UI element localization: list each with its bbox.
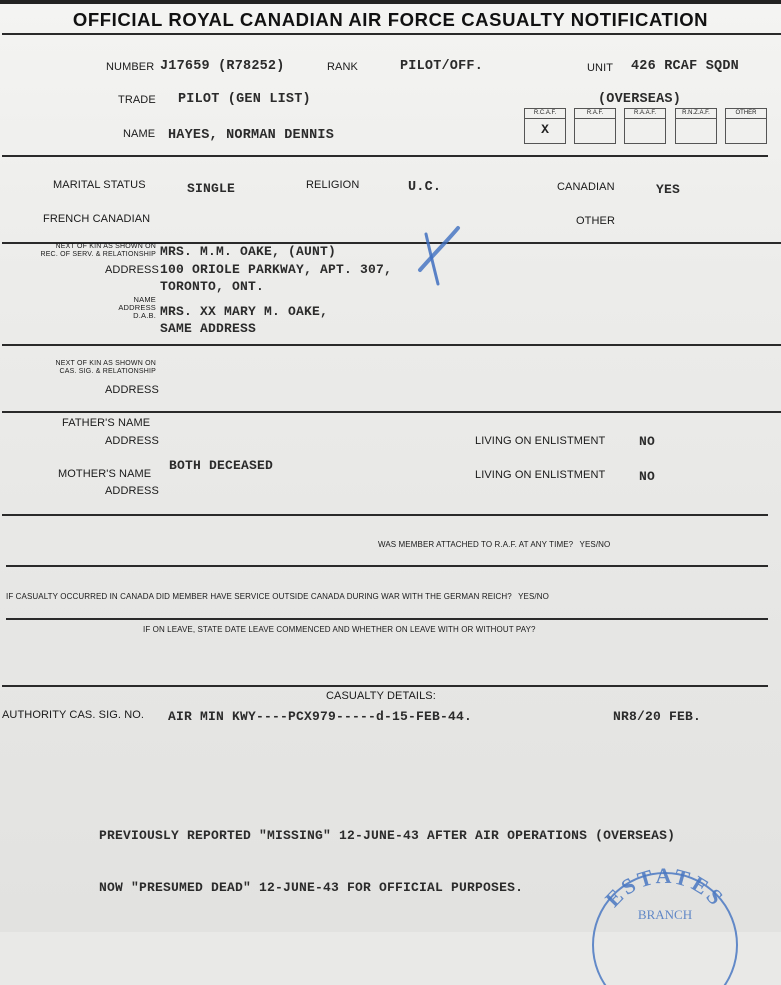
dab-line1: MRS. XX MARY M. OAKE, (160, 304, 329, 319)
form-title: OFFICIAL ROYAL CANADIAN AIR FORCE CASUALTY NOTIFICATION (72, 9, 709, 30)
service-box-label: R.C.A.F. (525, 109, 565, 119)
divider (2, 33, 781, 35)
mother-name-label: MOTHER'S NAME (58, 468, 152, 480)
service-box-raf[interactable] (574, 108, 616, 144)
rank-label: RANK (327, 61, 358, 73)
authority-label: AUTHORITY CAS. SIG. NO. (2, 709, 145, 721)
nok-cas-sig-label (20, 360, 156, 376)
trade-label: TRADE (118, 94, 156, 106)
dab-label (100, 296, 156, 320)
service-outside-answer: YES/NO (518, 592, 549, 601)
divider (2, 685, 768, 687)
nok-record-label (20, 243, 156, 259)
marital-status-label: MARITAL STATUS (53, 179, 146, 191)
number-label: NUMBER (106, 61, 155, 73)
dab-label-line2: ADDRESS (118, 303, 156, 312)
service-box-other[interactable] (725, 108, 767, 144)
french-canadian-label: FRENCH CANADIAN (43, 213, 151, 225)
pen-x-mark-icon (408, 222, 468, 292)
raf-attached-question (378, 540, 610, 549)
estates-branch-stamp-icon (585, 865, 745, 985)
name-value: HAYES, NORMAN DENNIS (168, 128, 335, 143)
service-box-rcaf[interactable] (524, 108, 566, 144)
other-label: OTHER (576, 215, 615, 227)
reference-value: NR8/20 FEB. (613, 709, 702, 724)
service-box-label: R.N.Z.A.F. (676, 109, 716, 119)
nok-cas-sig-address-label: ADDRESS (105, 384, 159, 396)
raf-attached-answer: YES/NO (579, 540, 611, 549)
father-name-label: FATHER'S NAME (62, 417, 151, 429)
service-box-raaf[interactable] (624, 108, 666, 144)
top-edge (0, 0, 781, 4)
nok-address-line1: 100 ORIOLE PARKWAY, APT. 307, (160, 262, 393, 277)
raf-attached-question-text: WAS MEMBER ATTACHED TO R.A.F. AT ANY TIME? (378, 540, 574, 549)
name-label: NAME (123, 128, 156, 140)
service-box-label: R.A.F. (575, 109, 615, 119)
divider (2, 411, 781, 413)
divider (2, 155, 768, 157)
nok-record-label-line2: REC. OF SERV. & RELATIONSHIP (40, 251, 156, 258)
nok-address-label: ADDRESS (105, 264, 159, 276)
service-box-rnzaf[interactable] (675, 108, 717, 144)
nok-cas-sig-label-line2: CAS. SIG. & RELATIONSHIP (59, 368, 156, 375)
stamp-inner-text: BRANCH (637, 907, 693, 922)
service-box-label: OTHER (726, 109, 766, 119)
service-outside-question (6, 592, 549, 601)
trade-value: PILOT (GEN LIST) (178, 92, 311, 107)
service-number: J17659 (R78252) (160, 59, 285, 74)
authority-value: AIR MIN KWY----PCX979-----d-15-FEB-44. (168, 709, 473, 724)
unit-value-line2: (OVERSEAS) (598, 92, 682, 107)
casualty-detail-line1: PREVIOUSLY REPORTED "MISSING" 12-JUNE-43 AFTER AIR OPERATIONS (OVERSEAS) (99, 828, 676, 843)
on-leave-question: IF ON LEAVE, STATE DATE LEAVE COMMENCED AND WHETHER ON LEAVE WITH OR WITHOUT PAY? (143, 625, 536, 634)
service-box-mark: X (541, 122, 549, 137)
casualty-detail-line2: NOW "PRESUMED DEAD" 12-JUNE-43 FOR OFFICIAL PURPOSES. (99, 880, 524, 895)
religion-value: U.C. (408, 180, 442, 195)
service-outside-question-text: IF CASUALTY OCCURRED IN CANADA DID MEMBER HAVE SERVICE OUTSIDE CANADA DURING WAR WITH THE GERMAN REICH? (6, 592, 512, 601)
nok-address-line2: TORONTO, ONT. (160, 279, 265, 294)
marital-status-value: SINGLE (187, 181, 236, 196)
stamp-arc-text: ESTATES (599, 865, 731, 912)
service-box-label: R.A.A.F. (625, 109, 665, 119)
canadian-value: YES (656, 182, 681, 197)
rank-value: PILOT/OFF. (400, 59, 484, 74)
dab-label-line1: NAME (133, 295, 156, 304)
unit-label: UNIT (587, 62, 614, 74)
unit-value: 426 RCAF SQDN (631, 59, 739, 74)
nok-record-label-line1: NEXT OF KIN AS SHOWN ON (55, 243, 156, 250)
mother-address-label: ADDRESS (105, 485, 159, 497)
both-deceased-note: BOTH DECEASED (169, 458, 274, 473)
casualty-details-heading: CASUALTY DETAILS: (326, 690, 436, 702)
nok-cas-sig-label-line1: NEXT OF KIN AS SHOWN ON (55, 360, 156, 367)
religion-label: RELIGION (306, 179, 360, 191)
divider (6, 618, 768, 620)
canadian-label: CANADIAN (557, 181, 615, 193)
mother-living-label: LIVING ON ENLISTMENT (475, 469, 606, 481)
father-address-label: ADDRESS (105, 435, 159, 447)
divider (6, 565, 768, 567)
dab-line2: SAME ADDRESS (160, 321, 257, 336)
divider (2, 344, 781, 346)
divider (2, 514, 768, 516)
dab-label-line3: D.A.B. (133, 311, 156, 320)
father-living-value: NO (639, 434, 656, 449)
mother-living-value: NO (639, 469, 656, 484)
nok-record-value: MRS. M.M. OAKE, (AUNT) (160, 244, 337, 259)
father-living-label: LIVING ON ENLISTMENT (475, 435, 606, 447)
